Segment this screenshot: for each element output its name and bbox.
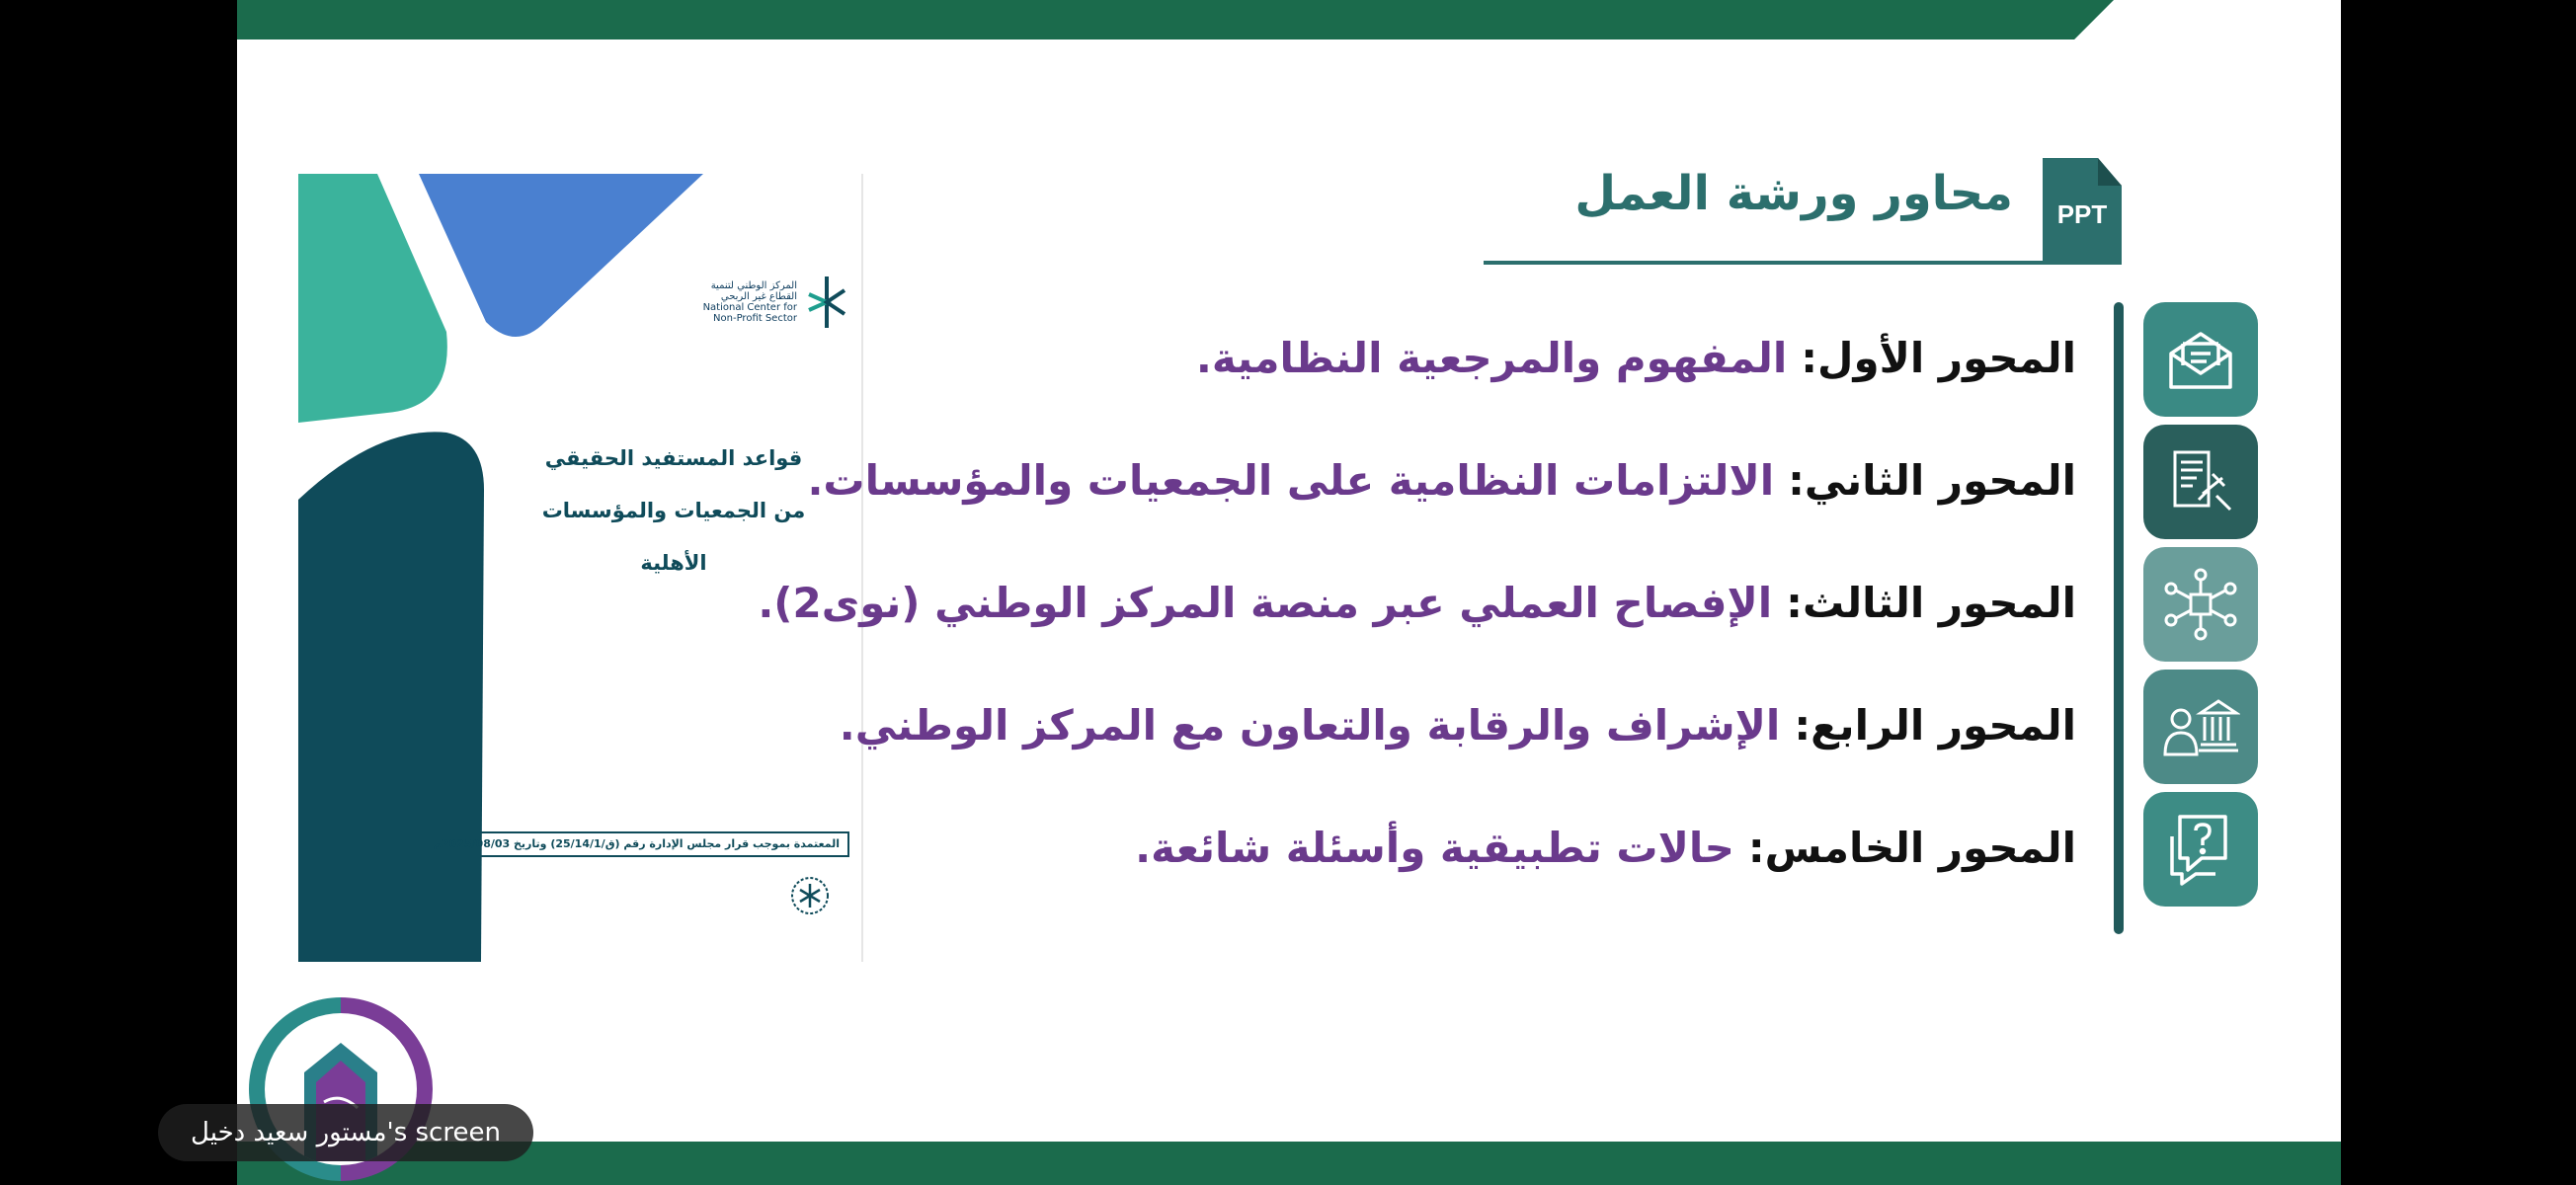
network-hub-icon (2143, 547, 2258, 662)
document-cover (298, 174, 863, 962)
heading-underline (1484, 261, 2047, 265)
ppt-label: PPT (2056, 199, 2108, 229)
person-institution-icon (2143, 670, 2258, 784)
topic-value: الالتزامات النظامية على الجمعيات والمؤسسات. (807, 455, 1775, 505)
topics-list (758, 296, 2076, 908)
ncnp-logo-text: المركز الوطني لتنمية القطاع غير الربحي National Center for Non-Profit Sector (702, 280, 797, 324)
slide-heading: محاور ورشة العمل (1574, 166, 2013, 221)
topic-item (792, 786, 2076, 908)
topic-item (792, 664, 2076, 786)
top-accent-bar (237, 0, 2114, 40)
ppt-file-fold (2098, 158, 2122, 186)
topic-key: المحور الخامس: (1747, 823, 2076, 872)
topic-value: المفهوم والمرجعية النظامية. (1195, 333, 1788, 382)
topic-item (792, 296, 2076, 419)
topic-value: حالات تطبيقية وأسئلة شائعة. (1135, 823, 1734, 872)
topic-key: المحور الثاني: (1788, 455, 2076, 505)
document-title: قواعد المستفيد الحقيقي من الجمعيات والمؤسسات الأهلية (541, 446, 806, 575)
bottom-accent-bar (237, 1142, 2341, 1185)
screen-share-badge: مستور سعيد دخيل's screen (158, 1104, 533, 1161)
question-chat-icon (2143, 792, 2258, 907)
topic-key: المحور الثالث: (1786, 578, 2076, 627)
topic-item (758, 541, 2076, 664)
topic-icons (2143, 302, 2258, 914)
topic-key: المحور الأول: (1801, 333, 2076, 382)
envelope-document-icon (2143, 302, 2258, 417)
approval-note: المعتمدة بموجب قرار مجلس الإدارة رقم (ق/25/14/1) وتاريخ 2025/08/03م (367, 831, 849, 857)
legal-document-gavel-icon (2143, 425, 2258, 539)
slide (237, 0, 2341, 1185)
topic-item (792, 419, 2076, 541)
topic-value: الإشراف والرقابة والتعاون مع المركز الوطني. (839, 700, 1781, 750)
topic-key: المحور الرابع: (1794, 700, 2076, 750)
vertical-divider (2114, 302, 2124, 934)
topic-value: الإفصاح العملي عبر منصة المركز الوطني (نوى2). (758, 578, 1773, 627)
